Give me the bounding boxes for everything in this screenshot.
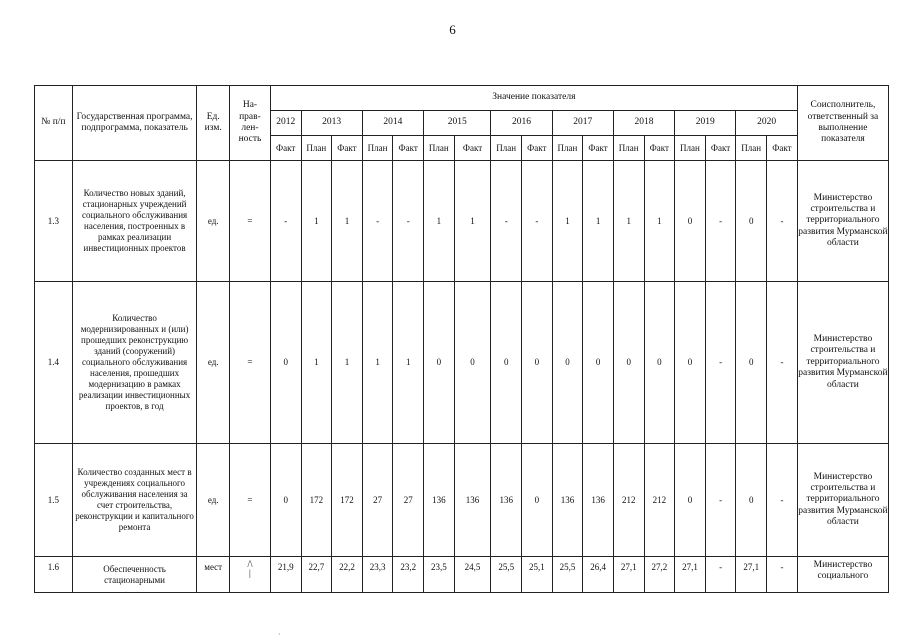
row-value: 136: [491, 444, 522, 557]
header-year: 2012: [270, 111, 301, 136]
row-value: 22,2: [332, 557, 363, 593]
header-year: 2019: [675, 111, 736, 136]
row-value: 212: [613, 444, 644, 557]
row-value: 136: [424, 444, 455, 557]
row-executor: Министерство социального: [797, 557, 888, 593]
header-subcol: Факт: [393, 136, 424, 161]
row-value: 0: [613, 282, 644, 444]
row-value: -: [705, 444, 736, 557]
row-value: 0: [583, 282, 614, 444]
row-executor: Министерство строительства и территориального развития Мурманской области: [797, 444, 888, 557]
row-value: 0: [270, 444, 301, 557]
page-number: 6: [449, 22, 456, 37]
header-subcol: План: [552, 136, 583, 161]
header-subcol: Факт: [767, 136, 798, 161]
row-value: 212: [644, 444, 675, 557]
row-value: 0: [736, 161, 767, 282]
header-year: 2015: [424, 111, 491, 136]
row-value: 1: [301, 161, 332, 282]
header-subcol: План: [613, 136, 644, 161]
row-value: -: [767, 161, 798, 282]
row-value: 1: [332, 161, 363, 282]
row-value: 1: [454, 161, 491, 282]
header-direction: На-прав-лен-ность: [230, 86, 271, 161]
table-row: [35, 161, 889, 282]
row-value: -: [767, 557, 798, 593]
header-subcol: Факт: [583, 136, 614, 161]
row-number: 1.5: [35, 444, 73, 557]
row-unit: ед.: [197, 444, 230, 557]
row-name: Количество новых зданий, стационарных учреждений социального обслуживания населения, построенных в рамках реализации инвестиционных проектов: [72, 161, 197, 282]
row-value: 27,1: [675, 557, 706, 593]
row-value: 136: [454, 444, 491, 557]
header-num: № п/п: [35, 86, 73, 161]
row-value: -: [522, 161, 553, 282]
row-unit: ед.: [197, 161, 230, 282]
row-name: Количество модернизированных и (или) прошедших реконструкцию зданий (сооружений) социального обслуживания населения, прошедших модернизацию в рамках реализации инвестиционных проектов, в год: [72, 282, 197, 444]
table-row: [35, 282, 889, 444]
row-value: 24,5: [454, 557, 491, 593]
header-year: 2017: [552, 111, 613, 136]
header-subcol: План: [675, 136, 706, 161]
row-value: -: [270, 161, 301, 282]
row-value: -: [705, 557, 736, 593]
row-number: 1.4: [35, 282, 73, 444]
header-year: 2016: [491, 111, 552, 136]
header-executor: Соисполнитель, ответственный за выполнение показателя: [797, 86, 888, 161]
row-executor: Министерство строительства и территориального развития Мурманской области: [797, 282, 888, 444]
row-executor: Министерство строительства и территориального развития Мурманской области: [797, 161, 888, 282]
row-value: 22,7: [301, 557, 332, 593]
row-value: 1: [424, 161, 455, 282]
row-value: 25,5: [552, 557, 583, 593]
row-value: -: [767, 444, 798, 557]
row-direction: =: [230, 444, 271, 557]
header-year: 2013: [301, 111, 362, 136]
row-value: 1: [552, 161, 583, 282]
row-value: 1: [301, 282, 332, 444]
row-value: 1: [332, 282, 363, 444]
header-year: 2014: [362, 111, 423, 136]
row-value: 27,2: [644, 557, 675, 593]
row-value: 0: [675, 161, 706, 282]
row-value: 23,2: [393, 557, 424, 593]
row-value: -: [767, 282, 798, 444]
row-value: 27: [362, 444, 393, 557]
table-row: [35, 444, 889, 557]
row-value: -: [393, 161, 424, 282]
row-direction: =: [230, 161, 271, 282]
row-value: 172: [332, 444, 363, 557]
header-subcol: Факт: [644, 136, 675, 161]
header-unit: Ед. изм.: [197, 86, 230, 161]
header-year: 2020: [736, 111, 798, 136]
row-unit: мест: [197, 557, 230, 593]
row-value: 0: [736, 282, 767, 444]
row-direction: /\ |: [230, 557, 271, 593]
row-value: -: [491, 161, 522, 282]
header-value: Значение показателя: [270, 86, 797, 111]
row-value: 26,4: [583, 557, 614, 593]
row-value: 25,5: [491, 557, 522, 593]
header-subcol: Факт: [522, 136, 553, 161]
row-value: 27,1: [613, 557, 644, 593]
row-value: 1: [613, 161, 644, 282]
row-name: Количество созданных мест в учреждениях социального обслуживания населения за счет строительства, реконструкции и капитального ремонта: [72, 444, 197, 557]
header-subcol: План: [301, 136, 332, 161]
row-value: 0: [552, 282, 583, 444]
row-value: 27: [393, 444, 424, 557]
row-value: -: [705, 282, 736, 444]
row-value: 0: [522, 444, 553, 557]
row-unit: ед.: [197, 282, 230, 444]
row-value: 0: [454, 282, 491, 444]
header-year: 2018: [613, 111, 674, 136]
header-subcol: Факт: [454, 136, 491, 161]
row-value: -: [705, 161, 736, 282]
row-value: 21,9: [270, 557, 301, 593]
table-row: [35, 557, 889, 593]
row-value: 1: [362, 282, 393, 444]
header-subcol: Факт: [332, 136, 363, 161]
row-value: 0: [424, 282, 455, 444]
header-subcol: План: [491, 136, 522, 161]
row-value: -: [362, 161, 393, 282]
row-number: 1.3: [35, 161, 73, 282]
row-value: 172: [301, 444, 332, 557]
header-subcol: Факт: [270, 136, 301, 161]
row-value: 0: [270, 282, 301, 444]
row-value: 27,1: [736, 557, 767, 593]
header-subcol: План: [736, 136, 767, 161]
row-value: 136: [583, 444, 614, 557]
row-name: Обеспеченность стационарными: [72, 557, 197, 593]
row-value: 0: [736, 444, 767, 557]
row-value: 0: [491, 282, 522, 444]
row-value: 1: [583, 161, 614, 282]
row-value: 23,5: [424, 557, 455, 593]
row-direction: =: [230, 282, 271, 444]
row-value: 25,1: [522, 557, 553, 593]
row-value: 0: [675, 444, 706, 557]
header-subcol: План: [424, 136, 455, 161]
indicator-table: [34, 85, 889, 593]
row-value: 23,3: [362, 557, 393, 593]
scan-mark: ·: [278, 630, 281, 639]
row-value: 0: [675, 282, 706, 444]
row-number: 1.6: [35, 557, 73, 593]
row-value: 136: [552, 444, 583, 557]
row-value: 0: [644, 282, 675, 444]
row-value: 1: [393, 282, 424, 444]
header-name: Государственная программа, подпрограмма, показатель: [72, 86, 197, 161]
row-value: 1: [644, 161, 675, 282]
header-subcol: Факт: [705, 136, 736, 161]
header-subcol: План: [362, 136, 393, 161]
row-value: 0: [522, 282, 553, 444]
